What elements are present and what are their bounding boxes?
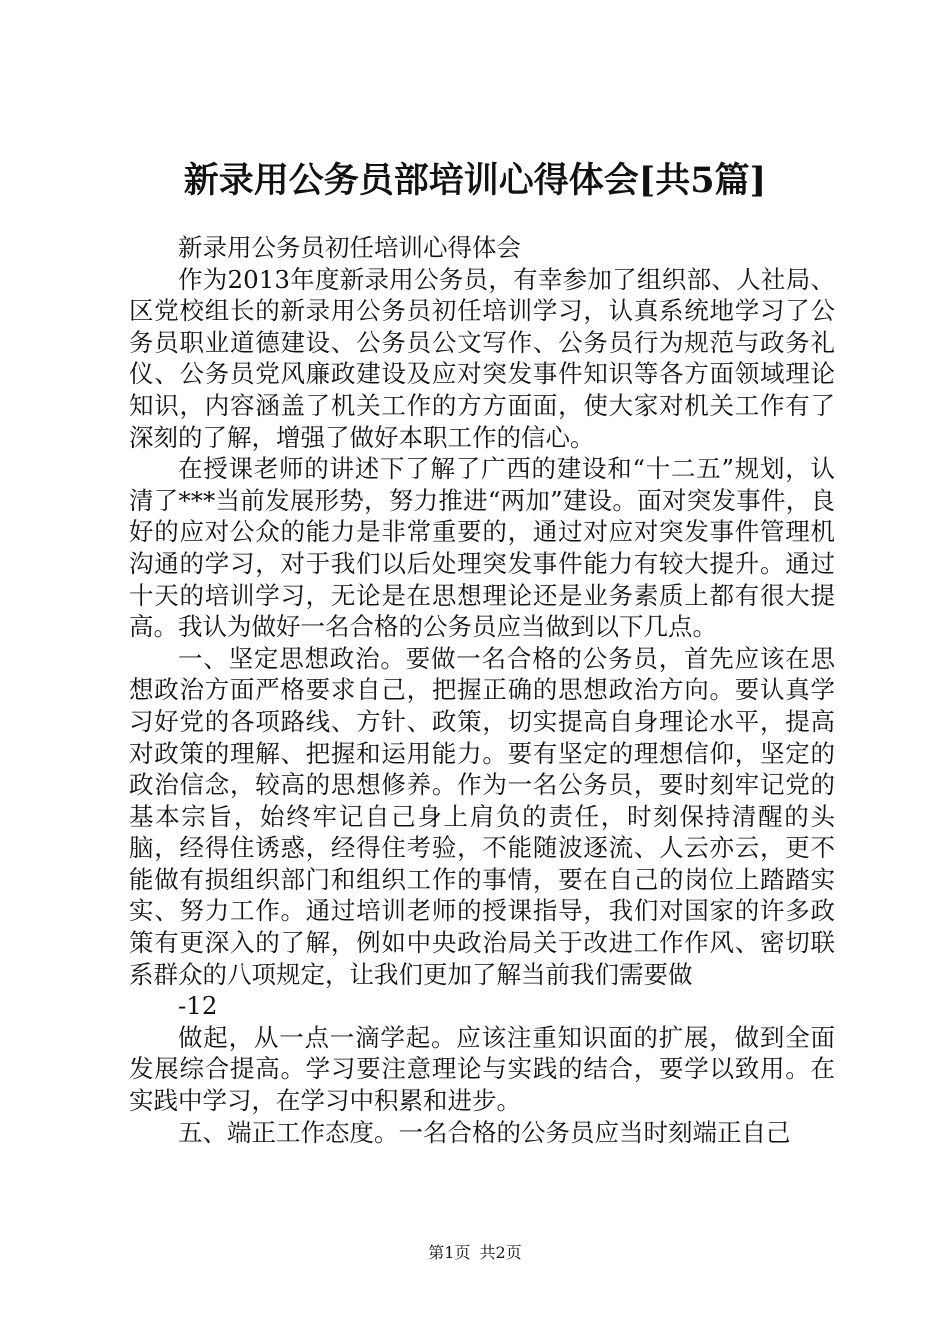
body-paragraph: 做起，从一点一滴学起。应该注重知识面的扩展，做到全面发展综合提高。学习要注意理论与实践的结合，要学以致用。在实践中学习，在学习中积累和进步。 — [129, 1022, 835, 1116]
subtitle-paragraph: 新录用公务员初任培训心得体会 — [178, 233, 521, 262]
page-marker: -12 — [178, 991, 218, 1021]
document-title: 新录用公务员部培训心得体会[共5篇] — [183, 160, 767, 201]
page-number: 第1页 — [428, 1243, 471, 1262]
document-body — [129, 232, 835, 1148]
body-paragraph: 一、坚定思想政治。要做一名合格的公务员，首先应该在思想政治方面严格要求自己，把握正确的思想政治方向。要认真学习好党的各项路线、方针、政策，切实提高自身理论水平，提高对政策的理解、把握和运用能力。要有坚定的理想信仰，坚定的政治信念，较高的思想修养。作为一名公务员，要时刻牢记党的基本宗旨，始终牢记自己身上肩负的责任，时刻保持清醒的头脑，经得住诱惑，经得住考验，不能随波逐流、人云亦云，更不能做有损组织部门和组织工作的事情，要在自己的岗位上踏踏实实、努力工作。通过培训老师的授课指导，我们对国家的许多政策有更深入的了解，例如中央政治局关于改进工作作风、密切联系群众的八项规定，让我们更加了解当前我们需要做 — [129, 643, 835, 989]
body-paragraph: 五、端正工作态度。一名合格的公务员应当时刻端正自己 — [178, 1117, 791, 1147]
body-paragraph: 在授课老师的讲述下了解了广西的建设和“十二五”规划，认清了***当前发展形势，努力推进“两加”建设。面对突发事件，良好的应对公众的能力是非常重要的，通过对应对突发事件管理机沟通的学习，对于我们以后处理突发事件能力有较大提升。通过十天的培训学习，无论是在思想理论还是业务素质上都有很大提高。我认为做好一名合格的公务员应当做到以下几点。 — [129, 454, 835, 642]
page-total: 共2页 — [479, 1243, 522, 1262]
body-paragraph: 作为2013年度新录用公务员，有幸参加了组织部、人社局、区党校组长的新录用公务员初任培训学习，认真系统地学习了公务员职业道德建设、公务员公文写作、公务员行为规范与政务礼仪、公务员党风廉政建设及应对突发事件知识等各方面领域理论知识，内容涵盖了机关工作的方方面面，使大家对机关工作有了深刻的了解，增强了做好本职工作的信心。 — [129, 264, 835, 452]
page-footer — [0, 1242, 950, 1264]
